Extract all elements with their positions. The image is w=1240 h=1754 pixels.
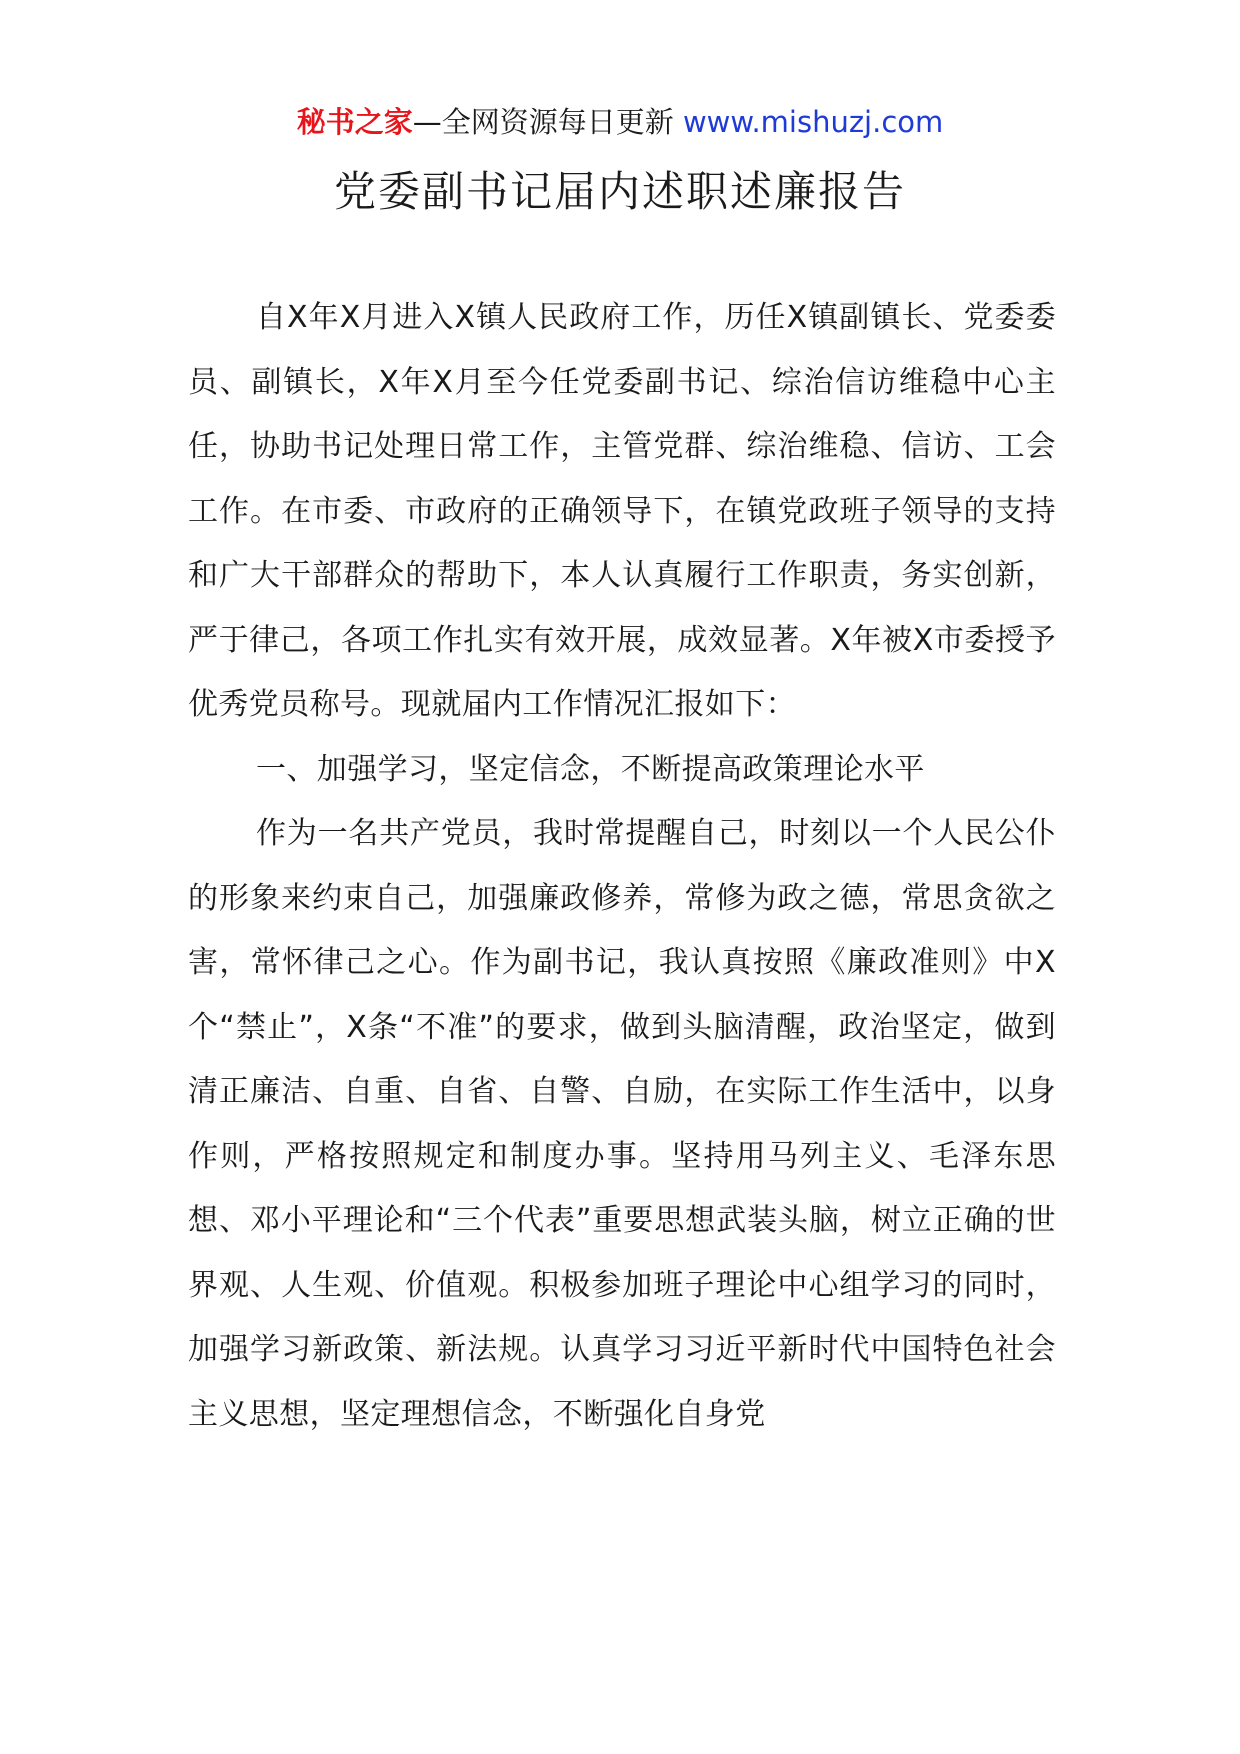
brand-name: 秘书之家	[296, 105, 413, 139]
section-1-paragraph: 作为一名共产党员，我时常提醒自己，时刻以一个人民公仆的形象来约束自己，加强廉政修养，常修为政之德，常思贪欲之害，常怀律己之心。作为副书记，我认真按照《廉政准则》中X个“禁止”，X条“不准”的要求，做到头脑清醒，政治坚定，做到清正廉洁、自重、自省、自警、自励，在实际工作生活中，以身作则，严格按照规定和制度办事。坚持用马列主义、毛泽东思想、邓小平理论和“三个代表”重要思想武装头脑，树立正确的世界观、人生观、价值观。积极参加班子理论中心组学习的同时，加强学习新政策、新法规。认真学习习近平新时代中国特色社会主义思想，坚定理想信念，不断强化自身党	[188, 816, 1056, 1432]
document-title: 党委副书记届内述职述廉报告	[333, 167, 906, 216]
section-heading-1: 一、加强学习，坚定信念，不断提高政策理论水平	[256, 751, 925, 787]
banner-tagline: —全网资源每日更新	[412, 105, 674, 139]
document-body	[188, 286, 1056, 1447]
site-url-link[interactable]: www.mishuzj.com	[682, 105, 944, 139]
site-banner	[0, 100, 1240, 144]
intro-paragraph: 自X年X月进入X镇人民政府工作，历任X镇副镇长、党委委员、副镇长，X年X月至今任党委副书记、综治信访维稳中心主任，协助书记处理日常工作，主管党群、综治维稳、信访、工会工作。在市委、市政府的正确领导下，在镇党政班子领导的支持和广大干部群众的帮助下，本人认真履行工作职责，务实创新，严于律己，各项工作扎实有效开展，成效显著。X年被X市委授予优秀党员称号。现就届内工作情况汇报如下：	[188, 300, 1056, 722]
